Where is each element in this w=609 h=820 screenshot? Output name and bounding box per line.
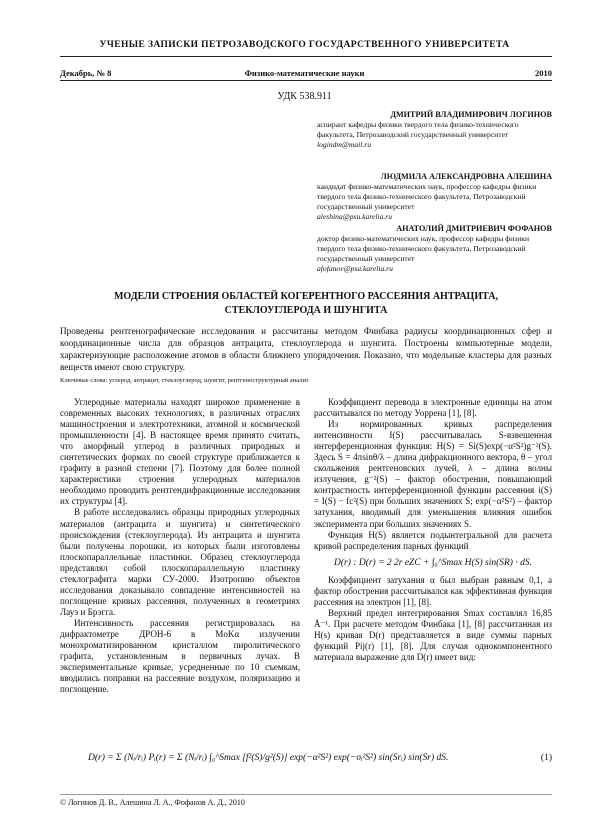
author-block-1 bbox=[317, 110, 552, 150]
author-name: АНАТОЛИЙ ДМИТРИЕВИЧ ФОФАНОВ bbox=[396, 224, 552, 233]
copyright: © Логинов Д. В., Алешина Л. А., Фофанов А. Д., 2010 bbox=[60, 798, 245, 807]
paragraph: Из нормированных кривых распределения интенсивности I(S) рассчитывалась S-взвешенная интерференционная функция: H(S) = Si(S)exp(−α²S²)g⁻²(S). Здесь S = 4πsinθ/λ – длина дифракционного вектора, θ – угол скольжения рентгеновских лучей, λ – длина волны излучения, g⁻²(S) – фактор обострения, повышающий контрастность интерференционной функции рассеяния i(S) = I(S) − fc²(S) при больших значениях S; exp(−α²S²) – фактор затухания, вводимый для уменьшения влияния ошибок эксперимента при больших значениях S. bbox=[314, 419, 552, 529]
year-label: 2010 bbox=[535, 68, 552, 78]
paragraph: Коэффициент затухания α был выбран равным 0,1, а фактор обострения рассчитывался как эффективная функция рассеяния на электрон [1], [8]. bbox=[314, 574, 552, 607]
udk-code: УДК 538.911 bbox=[277, 91, 332, 102]
header-rule-bottom bbox=[60, 80, 552, 81]
keywords: Ключевые слова: углерод, антрацит, стеклоуглерод, шунгит, рентгеноструктурный анализ bbox=[60, 377, 309, 384]
right-column bbox=[314, 397, 552, 663]
author-email[interactable]: logindm@mail.ru bbox=[317, 140, 372, 149]
equation-1: D(r) = Σ (Nᵢ/rᵢ) Pᵢ(r) = Σ (Nᵢ/rᵢ) ∫₀^Smax [f²(S)/g²(S)] exp(−α²S²) exp(−σᵢ²S²) sin(Srᵢ) sin(Sr) dS. bbox=[88, 753, 449, 763]
author-affiliation: аспирант кафедры физики твердого тела физико-технического факультета, Петрозаводский государственный университет bbox=[317, 120, 519, 139]
paragraph: В работе исследовались образцы природных углеродных материалов (антрацита и шунгита) и синтетического происхождения (стеклоуглерода). Из антрацита и шунгита были получены порошки, из которых были изготовлены плоскопараллельные пластинки. Образец стеклоуглерода представлял собой плоскопараллельную пластинку стеклографита марки СУ-2000. Изотропию объектов исследования доказывало совпадение интенсивностей на поглощение кривых рассеяния, полученных в геометриях Лауэ и Брэгга. bbox=[60, 507, 300, 617]
paragraph: Коэффициент перевода в электронные единицы на атом рассчитывался по методу Уоррена [1], [8]. bbox=[314, 397, 552, 419]
paragraph: Функция H(S) является подынтегральной для расчета кривой распределения парных функций bbox=[314, 529, 552, 551]
title-line: СТЕКЛОУГЛЕРОДА И ШУНГИТА bbox=[224, 305, 388, 316]
issue-label: Декабрь, № 8 bbox=[60, 68, 112, 78]
abstract: Проведены рентгенографические исследования и рассчитаны методом Финбака радиусы координационных сфер и координационные числа для образцов антрацита, стеклоуглерода и шунгита. Построены компьютерные модели, характеризующие расположение атомов в области ближнего упорядочения. Показано, что модельные кластеры для разных веществ имеют свою структуру. bbox=[60, 326, 552, 372]
article-title bbox=[60, 290, 552, 318]
author-name: ЛЮДМИЛА АЛЕКСАНДРОВНА АЛЕШИНА bbox=[380, 172, 552, 181]
equation-number: (1) bbox=[540, 753, 552, 763]
footnote-rule bbox=[60, 794, 552, 795]
author-affiliation: доктор физико-математических наук, профессор кафедры физики твердого тела физико-технического факультета, Петрозаводский государственный университет bbox=[317, 234, 530, 263]
author-block-3 bbox=[317, 224, 552, 274]
section-label: Физико-математические науки bbox=[244, 68, 365, 78]
left-column bbox=[60, 397, 300, 695]
paragraph: Интенсивность рассеяния регистрировалась на дифрактометре ДРОН-6 в MoKα излучении монохроматизированном кристаллом пиролитического графита, установленным в первичных лучах. В экспериментальные кривые, усредненные по 10 съемкам, вводились поправки на рассеяние воздухом, поляризацию и поглощение. bbox=[60, 617, 300, 695]
author-email[interactable]: aleshina@psu.karelia.ru bbox=[317, 212, 393, 221]
title-line: МОДЕЛИ СТРОЕНИЯ ОБЛАСТЕЙ КОГЕРЕНТНОГО РАССЕЯНИЯ АНТРАЦИТА, bbox=[113, 291, 498, 302]
author-affiliation: кандидат физико-математических наук, профессор кафедры физики твердого тела физико-технического факультета, Петрозаводский государственный университет bbox=[317, 182, 537, 211]
paragraph: Углеродные материалы находят широкое применение в современных высоких технологиях, в различных отраслях машиностроения и электротехники, атомной и космической промышленности [4]. В настоящее время принято считать, что аморфный углерод в различных природных и синтетических формах по своей структуре приближается к графиту в разной степени [7]. Поэтому для более полной характеристики строения углеродных материалов необходимо проводить рентгендифракционные исследования их структуры [4]. bbox=[60, 397, 300, 507]
author-block-2 bbox=[317, 172, 552, 222]
formula-pair-distribution: D(r) : D(r) = 2 2r eZC + ∫₀^Smax H(S) sin(SR) · dS. bbox=[334, 557, 532, 568]
author-email[interactable]: afofanov@psu.karelia.ru bbox=[317, 264, 393, 273]
journal-title: УЧЕНЫЕ ЗАПИСКИ ПЕТРОЗАВОДСКОГО ГОСУДАРСТВЕННОГО УНИВЕРСИТЕТА bbox=[99, 40, 510, 50]
paragraph: Верхний предел интегрирования Smax составлял 16,85 Å⁻¹. При расчете методом Финбака [1], [8] рассчитанная из H(s) кривая D(r) представляется в виде суммы парных функций Pij(r) [1], [8]. Для случая однокомпонентного материала выражение для D(r) имеет вид: bbox=[314, 607, 552, 663]
header-rule-top bbox=[60, 56, 552, 57]
author-name: ДМИТРИЙ ВЛАДИМИРОВИЧ ЛОГИНОВ bbox=[390, 110, 552, 119]
